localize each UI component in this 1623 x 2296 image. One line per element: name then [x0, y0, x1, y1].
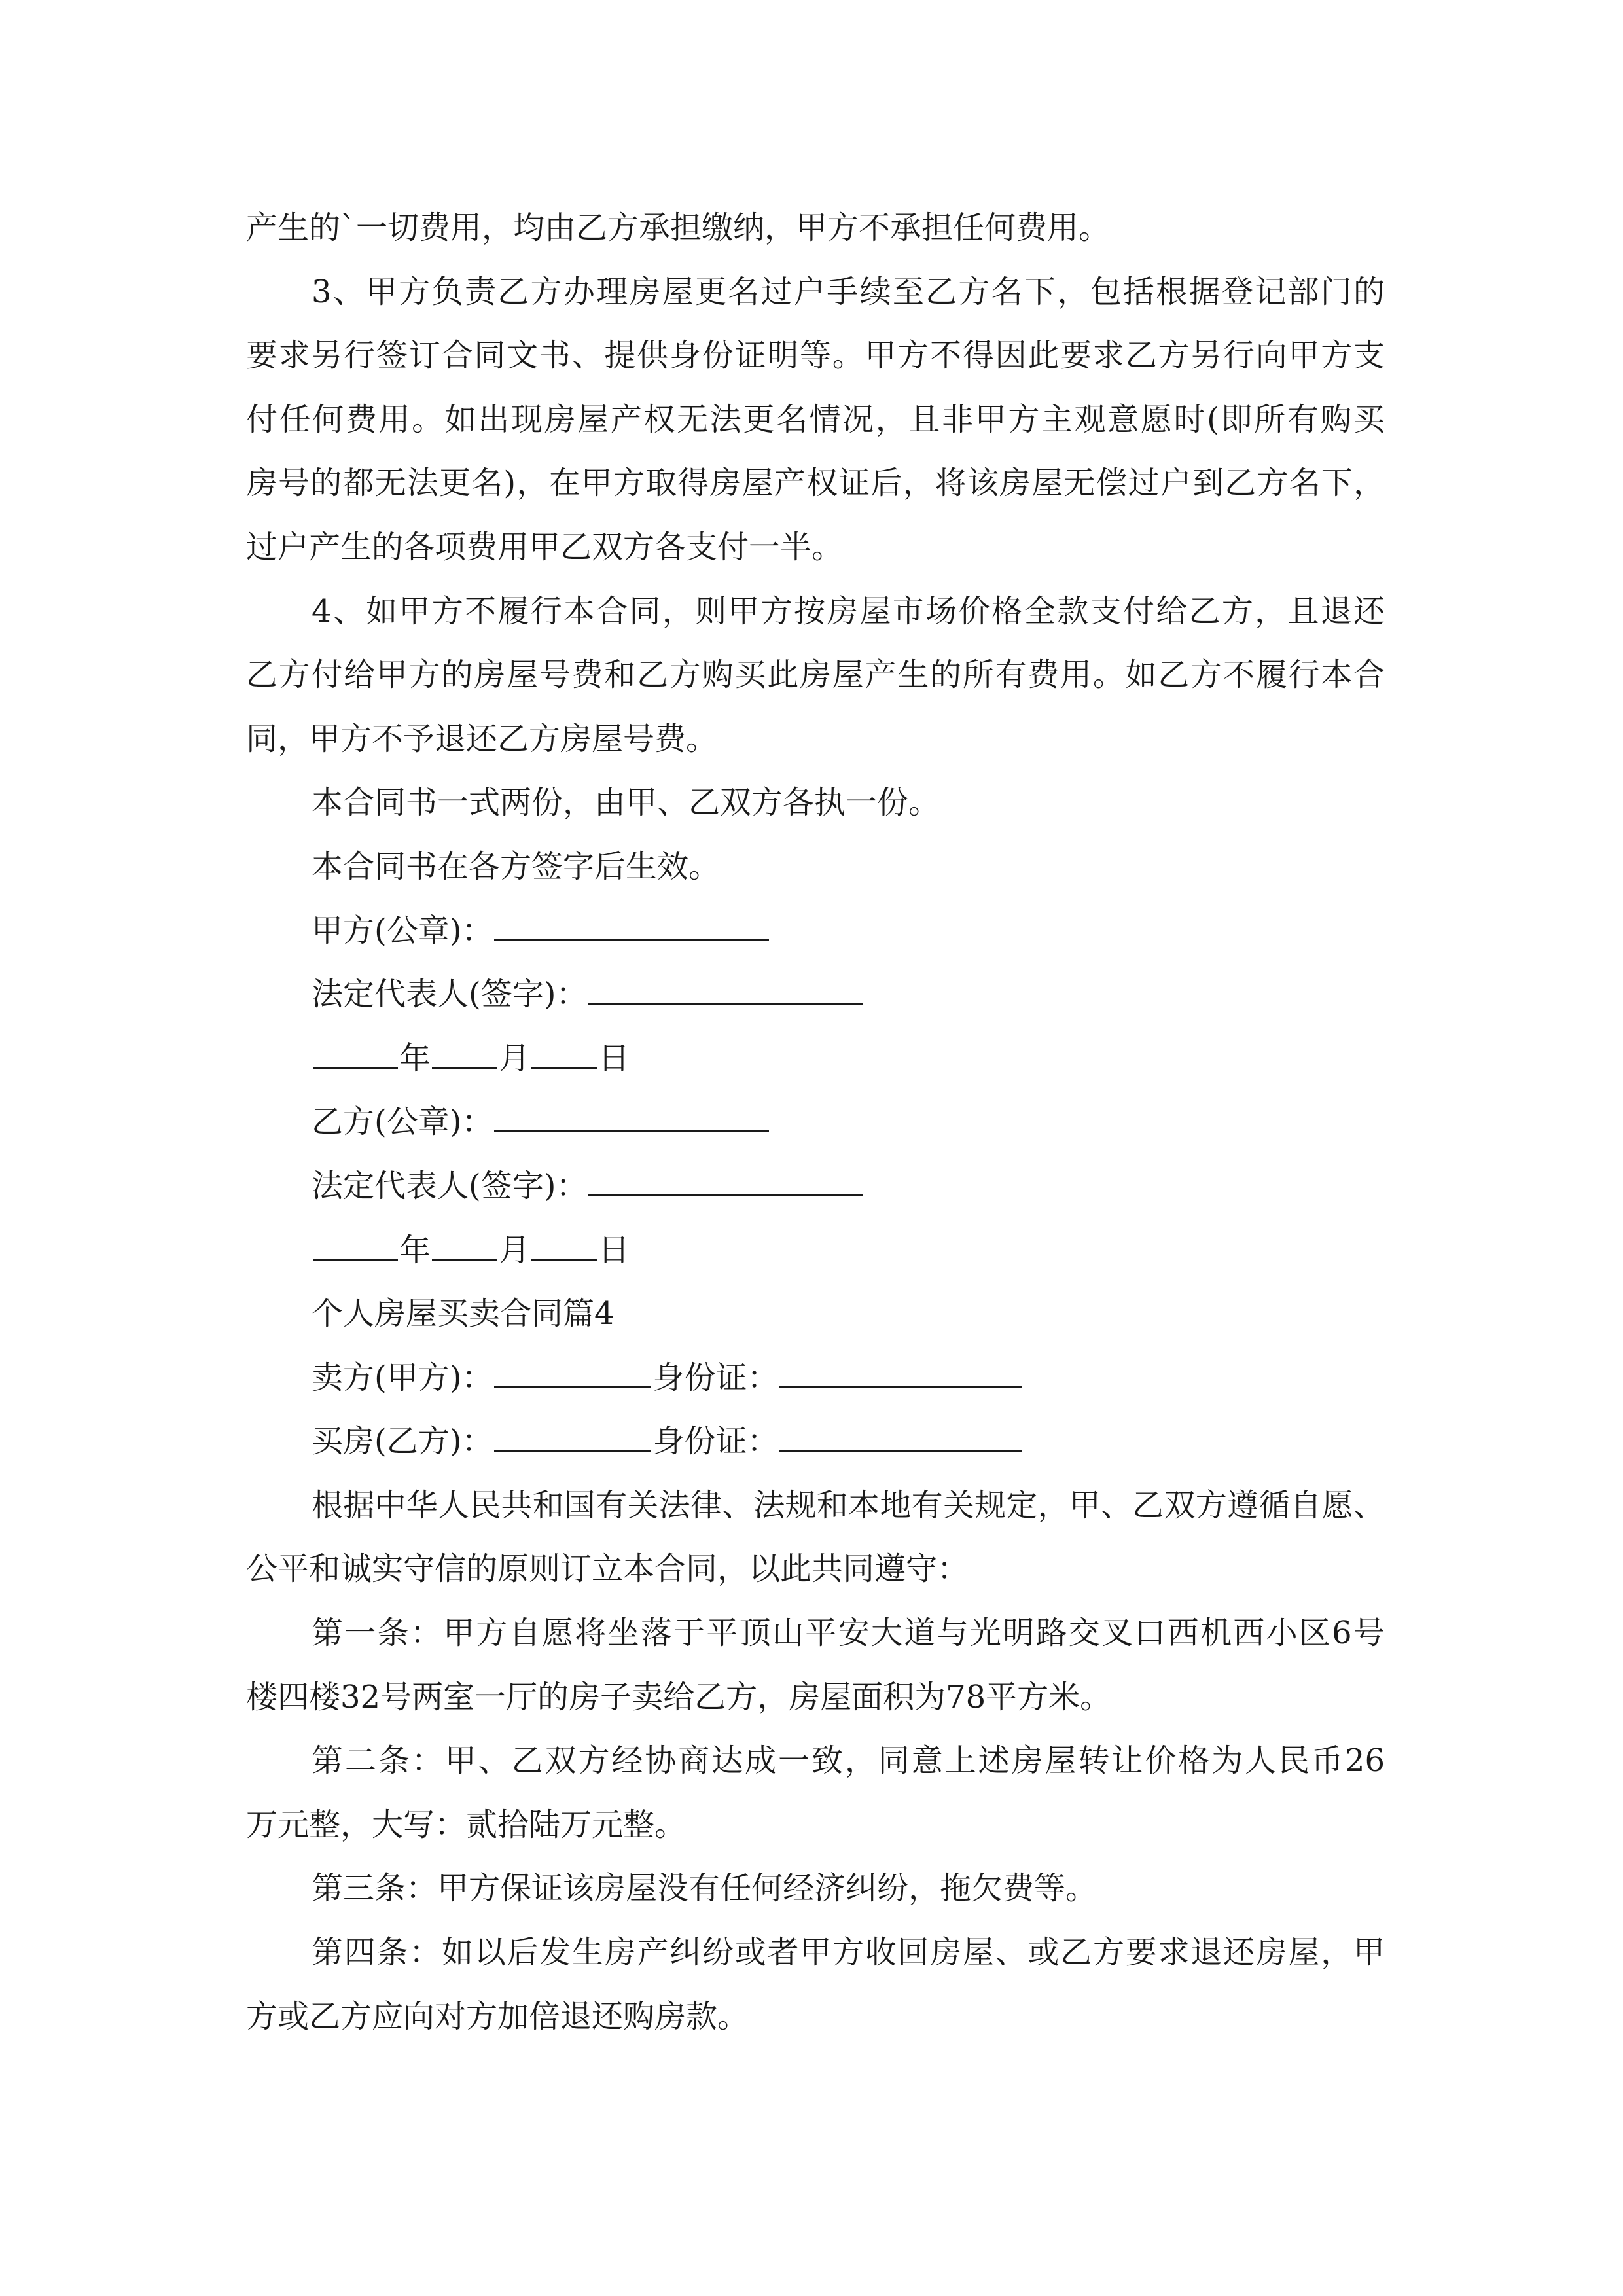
- buyer-row: [246, 1410, 1385, 1474]
- clause-4-line: 同，甲方不予退还乙方房屋号费。: [246, 720, 718, 757]
- party-a-rep-row: [246, 963, 1385, 1027]
- article-4-line: 方或乙方应向对方加倍退还购房款。: [246, 1998, 749, 2035]
- article-2-line: 第二条：甲、乙双方经协商达成一致，同意上述房屋转让价格为人民币26: [312, 1742, 1385, 1780]
- party-a-seal-blank[interactable]: [494, 910, 769, 941]
- article-4-line: 第四条：如以后发生房产纠纷或者甲方收回房屋、或乙方要求退还房屋，甲: [312, 1934, 1385, 1971]
- year-label: 年: [399, 1231, 431, 1268]
- year-label: 年: [399, 1039, 431, 1077]
- day-blank[interactable]: [531, 1038, 597, 1069]
- effective-statement: 本合同书在各方签字后生效。: [312, 848, 721, 885]
- year-blank[interactable]: [313, 1038, 398, 1069]
- article-1-line: 楼四楼32号两室一厅的房子卖给乙方，房屋面积为78平方米。: [246, 1678, 1112, 1715]
- party-b-rep-label: 法定代表人(签字)：: [312, 1167, 588, 1204]
- month-label: 月: [499, 1231, 531, 1268]
- buyer-id-label: 身份证：: [652, 1423, 779, 1460]
- day-label: 日: [598, 1231, 630, 1268]
- seller-id-label: 身份证：: [652, 1359, 779, 1396]
- section-title: 个人房屋买卖合同篇4: [312, 1295, 615, 1333]
- article-3-line: 第三条：甲方保证该房屋没有任何经济纠纷，拖欠费等。: [312, 1870, 1097, 1907]
- month-blank[interactable]: [432, 1038, 497, 1069]
- month-blank[interactable]: [432, 1230, 497, 1261]
- seller-label: 卖方(甲方)：: [312, 1359, 493, 1396]
- party-b-date-row: [246, 1219, 1385, 1283]
- document-body: [246, 196, 1385, 2049]
- preamble-line: 公平和诚实守信的原则订立本合同，以此共同遵守：: [246, 1551, 969, 1588]
- article-1-line: 第一条：甲方自愿将坐落于平顶山平安大道与光明路交叉口西机西小区6号: [312, 1615, 1385, 1652]
- party-a-rep-blank[interactable]: [588, 974, 863, 1005]
- party-b-seal-blank[interactable]: [494, 1102, 769, 1132]
- clause-4-line: 4、如甲方不履行本合同，则甲方按房屋市场价格全款支付给乙方，且退还: [312, 592, 1385, 630]
- clause-3-line: 付任何费用。如出现房屋产权无法更名情况，且非甲方主观意愿时(即所有购买: [246, 401, 1385, 438]
- paragraph-line: 产生的`一切费用，均由乙方承担缴纳，甲方不承担任何费用。: [246, 209, 1111, 246]
- party-b-rep-blank[interactable]: [588, 1166, 863, 1196]
- party-b-rep-row: [246, 1155, 1385, 1219]
- preamble-line: 根据中华人民共和国有关法律、法规和本地有关规定，甲、乙双方遵循自愿、: [312, 1486, 1385, 1524]
- article-2-line: 万元整，大写：贰拾陆万元整。: [246, 1806, 687, 1843]
- clause-3-line: 过户产生的各项费用甲乙双方各支付一半。: [246, 528, 844, 565]
- buyer-id-blank[interactable]: [779, 1421, 1022, 1452]
- party-a-date-row: [246, 1027, 1385, 1091]
- seller-name-blank[interactable]: [494, 1357, 651, 1388]
- copies-statement: 本合同书一式两份，由甲、乙双方各执一份。: [312, 784, 940, 821]
- party-a-rep-label: 法定代表人(签字)：: [312, 976, 588, 1013]
- party-b-seal-label: 乙方(公章)：: [312, 1103, 493, 1141]
- clause-4-line: 乙方付给甲方的房屋号费和乙方购买此房屋产生的所有费用。如乙方不履行本合: [246, 656, 1385, 694]
- party-a-seal-label: 甲方(公章)：: [312, 912, 493, 949]
- year-blank[interactable]: [313, 1230, 398, 1261]
- buyer-name-blank[interactable]: [494, 1421, 651, 1452]
- buyer-label: 买房(乙方)：: [312, 1423, 493, 1460]
- seller-id-blank[interactable]: [779, 1357, 1022, 1388]
- day-label: 日: [598, 1039, 630, 1077]
- party-b-seal-row: [246, 1090, 1385, 1155]
- clause-3-line: 房号的都无法更名)，在甲方取得房屋产权证后，将该房屋无偿过户到乙方名下，: [246, 465, 1385, 502]
- seller-row: [246, 1346, 1385, 1410]
- clause-3-line: 3、甲方负责乙方办理房屋更名过户手续至乙方名下，包括根据登记部门的: [312, 273, 1385, 310]
- clause-3-line: 要求另行签订合同文书、提供身份证明等。甲方不得因此要求乙方另行向甲方支: [246, 337, 1385, 374]
- month-label: 月: [499, 1039, 531, 1077]
- day-blank[interactable]: [531, 1230, 597, 1261]
- party-a-seal-row: [246, 899, 1385, 963]
